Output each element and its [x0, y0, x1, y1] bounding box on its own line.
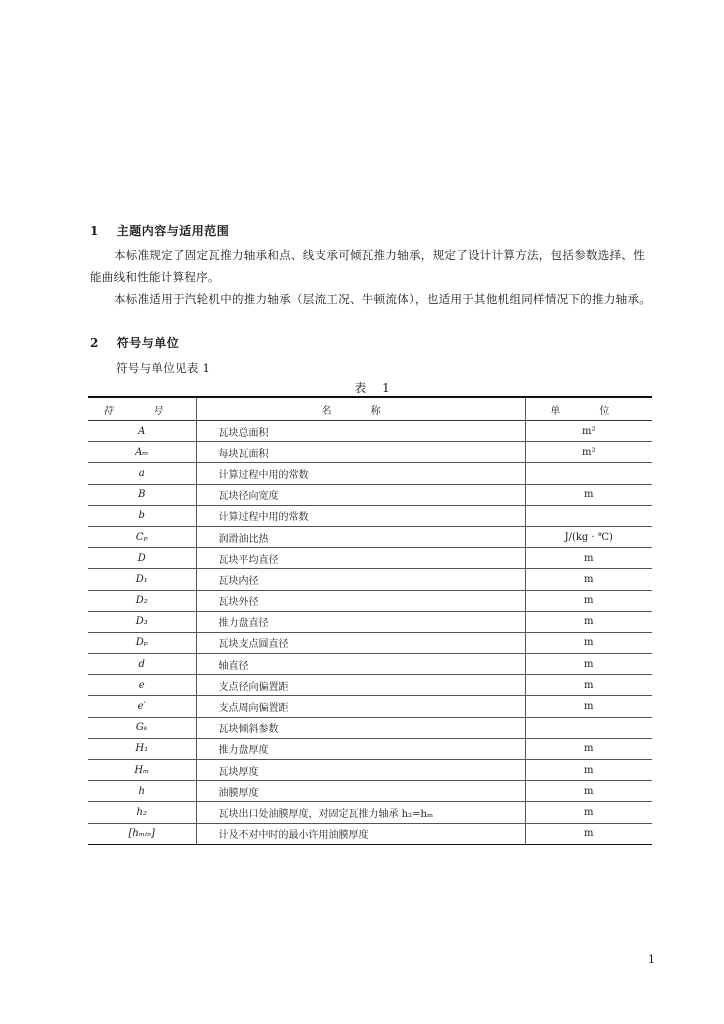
cell-name: 瓦块支点圆直径	[196, 632, 525, 653]
table-row	[88, 569, 652, 590]
cell-unit: m	[525, 675, 652, 696]
table-row	[88, 548, 652, 569]
cell-unit: m	[525, 569, 652, 590]
cell-symbol: Hₘ	[88, 760, 196, 781]
cell-unit	[525, 505, 652, 526]
cell-symbol: Dₚ	[88, 632, 196, 653]
cell-name: 计及不对中时的最小许用油膜厚度	[196, 823, 525, 844]
cell-symbol: e′	[88, 696, 196, 717]
header-unit: 单 位	[525, 397, 652, 421]
table-header-row	[88, 397, 652, 421]
cell-unit: m	[525, 484, 652, 505]
table-row	[88, 505, 652, 526]
cell-name: 推力盘厚度	[196, 738, 525, 759]
cell-name: 支点周向偏置距	[196, 696, 525, 717]
section-1-paragraph-2: 本标准适用于汽轮机中的推力轴承（层流工况、牛顿流体），也适用于其他机组同样情况下的推力轴承。	[114, 292, 652, 306]
section-1-paragraph-1: 本标准规定了固定瓦推力轴承和点、线支承可倾瓦推力轴承，规定了设计计算方法，包括参数选择、性能曲线和性能计算程序。	[90, 248, 645, 284]
table-row	[88, 654, 652, 675]
cell-unit: m	[525, 802, 652, 823]
table-row	[88, 590, 652, 611]
section-2-heading	[90, 334, 179, 351]
cell-unit: m	[525, 611, 652, 632]
cell-unit: m	[525, 738, 652, 759]
table-row	[88, 421, 652, 442]
cell-symbol: D	[88, 548, 196, 569]
table-row	[88, 632, 652, 653]
cell-unit: m²	[525, 421, 652, 442]
cell-name: 计算过程中用的常数	[196, 505, 525, 526]
cell-symbol: Gₖ	[88, 717, 196, 738]
cell-symbol: b	[88, 505, 196, 526]
cell-unit: m	[525, 696, 652, 717]
cell-unit: m	[525, 760, 652, 781]
section-1-title: 主题内容与适用范围	[116, 224, 230, 238]
header-symbol: 符 号	[88, 397, 196, 421]
table-row	[88, 696, 652, 717]
table-row	[88, 463, 652, 484]
cell-unit: m²	[525, 442, 652, 463]
cell-name: 瓦块平均直径	[196, 548, 525, 569]
table-caption: 表 1	[354, 381, 396, 395]
cell-unit: m	[525, 781, 652, 802]
table-row	[88, 802, 652, 823]
table-row	[88, 526, 652, 547]
table-row	[88, 738, 652, 759]
cell-symbol: h₂	[88, 802, 196, 823]
cell-name: 瓦块倾斜参数	[196, 717, 525, 738]
table-row	[88, 717, 652, 738]
cell-symbol: h	[88, 781, 196, 802]
table-row	[88, 781, 652, 802]
cell-name: 每块瓦面积	[196, 442, 525, 463]
table-row	[88, 484, 652, 505]
header-name: 名 称	[196, 397, 525, 421]
cell-name: 瓦块厚度	[196, 760, 525, 781]
cell-name: 瓦块总面积	[196, 421, 525, 442]
cell-symbol: H₁	[88, 738, 196, 759]
cell-unit: m	[525, 548, 652, 569]
cell-unit	[525, 463, 652, 484]
cell-symbol: a	[88, 463, 196, 484]
cell-name: 计算过程中用的常数	[196, 463, 525, 484]
cell-name: 推力盘直径	[196, 611, 525, 632]
cell-unit: J/(kg · ℃)	[525, 526, 652, 547]
cell-symbol: [hₘᵢₙ]	[88, 823, 196, 844]
cell-symbol: A	[88, 421, 196, 442]
cell-symbol: B	[88, 484, 196, 505]
cell-unit: m	[525, 632, 652, 653]
cell-symbol: d	[88, 654, 196, 675]
cell-symbol: D₃	[88, 611, 196, 632]
section-1-number: 1	[90, 224, 99, 238]
cell-name: 轴直径	[196, 654, 525, 675]
section-2-number: 2	[90, 336, 99, 350]
page-number: 1	[648, 953, 655, 966]
cell-name: 瓦块出口处油膜厚度，对固定瓦推力轴承 h₂=hₘ	[196, 802, 525, 823]
cell-symbol: Cₚ	[88, 526, 196, 547]
cell-symbol: e	[88, 675, 196, 696]
cell-name: 瓦块径向宽度	[196, 484, 525, 505]
cell-name: 油膜厚度	[196, 781, 525, 802]
cell-name: 润滑油比热	[196, 526, 525, 547]
cell-symbol: Aₘ	[88, 442, 196, 463]
cell-unit: m	[525, 590, 652, 611]
cell-unit	[525, 717, 652, 738]
table-row	[88, 760, 652, 781]
table-reference-note: 符号与单位见表 1	[116, 361, 211, 375]
section-1-heading	[90, 222, 229, 239]
table-row	[88, 611, 652, 632]
symbols-units-table	[88, 396, 652, 845]
cell-symbol: D₁	[88, 569, 196, 590]
table-row	[88, 675, 652, 696]
cell-unit: m	[525, 654, 652, 675]
cell-name: 瓦块内径	[196, 569, 525, 590]
cell-symbol: D₂	[88, 590, 196, 611]
cell-unit: m	[525, 823, 652, 844]
cell-name: 瓦块外径	[196, 590, 525, 611]
section-2-title: 符号与单位	[116, 336, 180, 350]
table-row	[88, 442, 652, 463]
cell-name: 支点径向偏置距	[196, 675, 525, 696]
table-row	[88, 823, 652, 844]
